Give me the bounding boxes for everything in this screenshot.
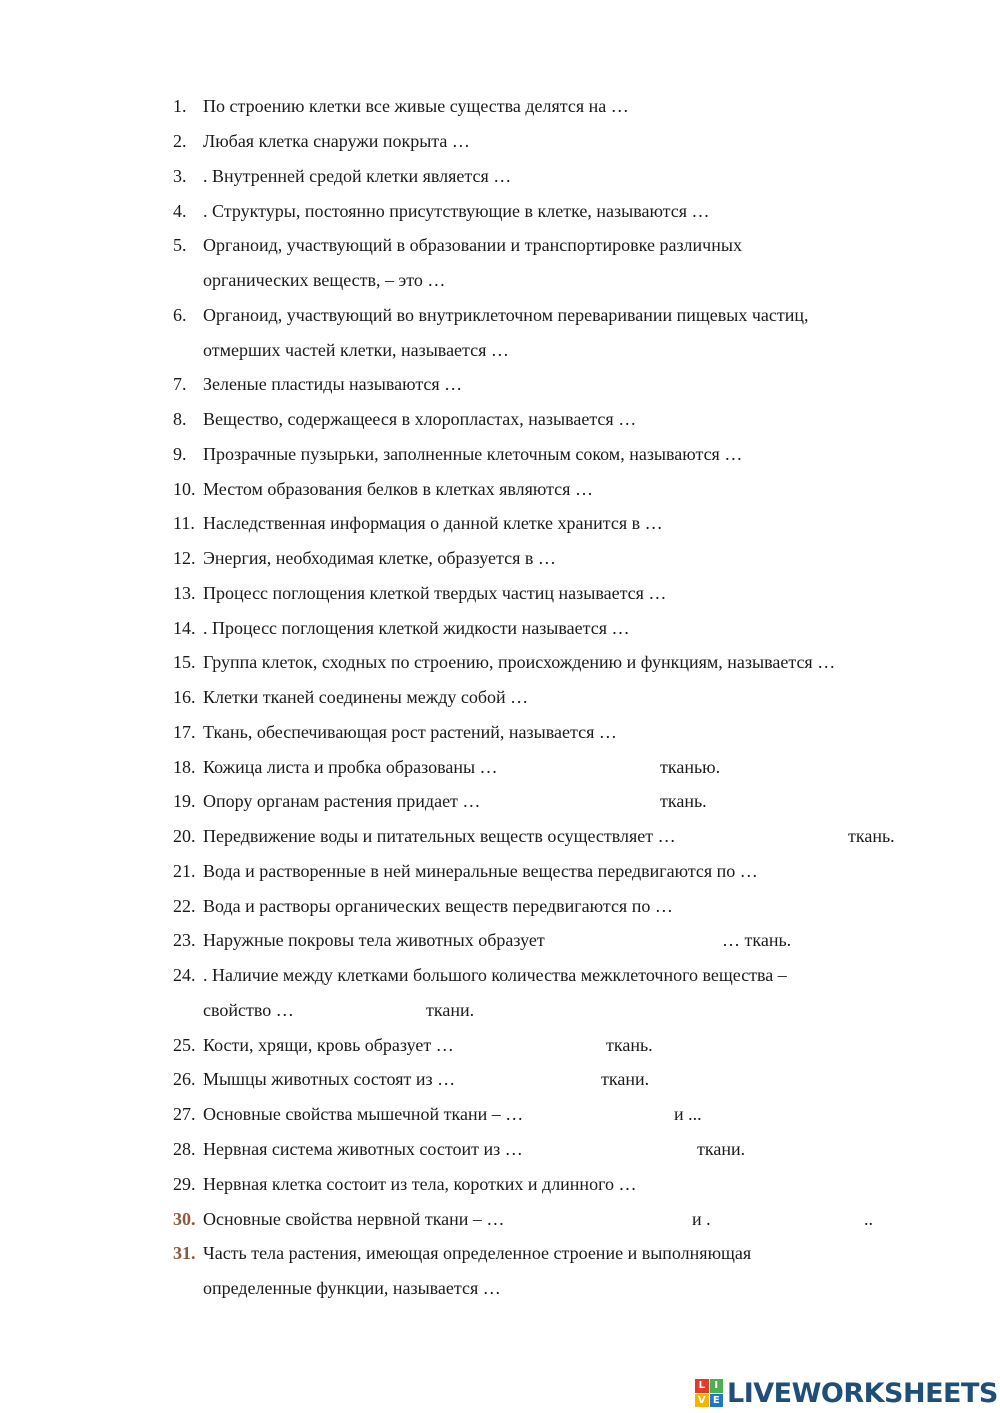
question-text: Наружные покровы тела животных образует [203,930,545,950]
question-text: Нервная система животных состоит из … [203,1139,523,1159]
question-text: Клетки тканей соединены между собой … [203,687,529,707]
question-text: Кожица листа и пробка образованы … [203,757,498,777]
question-number: 9. [173,444,187,464]
question-number: 26. [173,1069,196,1089]
answer-tail: тканью. [660,757,721,777]
answer-tail: ткани. [426,1000,475,1020]
question-text: Передвижение воды и питательных веществ осуществляет … [203,826,676,846]
answer-tail: и . [692,1209,711,1229]
question-number: 19. [173,791,196,811]
question-number: 23. [173,930,196,950]
question-text: Органоид, участвующий в образовании и транспортировке различных [203,235,742,255]
question-number: 21. [173,861,196,881]
question-text: Вещество, содержащееся в хлоропластах, называется … [203,409,637,429]
question-number: 24. [173,965,196,985]
question-number: 17. [173,722,196,742]
question-number: 4. [173,201,187,221]
question-text: . Процесс поглощения клеткой жидкости называется … [203,618,630,638]
question-number: 31. [173,1243,196,1263]
question-text: Прозрачные пузырьки, заполненные клеточным соком, называются … [203,444,743,464]
liveworksheets-logo-icon [695,1379,723,1407]
question-number: 1. [173,96,187,116]
question-text: Вода и растворы органических веществ передвигаются по … [203,896,673,916]
question-number: 16. [173,687,196,707]
question-text: . Наличие между клетками большого количества межклеточного вещества – [203,965,787,985]
question-text: Опору органам растения придает … [203,791,481,811]
question-text: Часть тела растения, имеющая определенное строение и выполняющая [203,1243,752,1263]
answer-tail: ткань. [606,1035,653,1055]
question-text: Органоид, участвующий во внутриклеточном переваривании пищевых частиц, [203,305,809,325]
answer-tail-end: .. [864,1209,873,1229]
logo-mark-letter: V [695,1394,709,1408]
question-text: Вода и растворенные в ней минеральные вещества передвигаются по … [203,861,758,881]
question-number: 14. [173,618,196,638]
liveworksheets-logo [695,1378,998,1408]
question-text: Группа клеток, сходных по строению, происхождению и функциям, называется … [203,652,836,672]
question-text: Нервная клетка состоит из тела, коротких и длинного … [203,1174,637,1194]
logo-mark-letter: L [695,1379,709,1393]
question-number: 2. [173,131,187,151]
question-number: 27. [173,1104,196,1124]
question-number: 8. [173,409,187,429]
logo-mark-letter: E [710,1394,724,1408]
question-text: Наследственная информация о данной клетке хранится в … [203,513,663,533]
question-number: 7. [173,374,187,394]
answer-tail: и ... [674,1104,702,1124]
question-number: 11. [173,513,195,533]
question-number: 28. [173,1139,196,1159]
question-text: . Внутренней средой клетки является … [203,166,512,186]
question-number: 10. [173,479,196,499]
question-number: 3. [173,166,187,186]
question-number: 5. [173,235,187,255]
question-text: Зеленые пластиды называются … [203,374,463,394]
question-text: . Структуры, постоянно присутствующие в клетке, называются … [203,201,710,221]
question-number: 18. [173,757,196,777]
question-text: Кости, хрящи, кровь образует … [203,1035,454,1055]
question-number: 15. [173,652,196,672]
question-text: По строению клетки все живые существа делятся на … [203,96,629,116]
question-text: Любая клетка снаружи покрыта … [203,131,470,151]
logo-text: LIVEWORKSHEETS [727,1377,998,1409]
answer-tail: ткани. [697,1139,746,1159]
question-number: 13. [173,583,196,603]
answer-tail: ткань. [660,791,707,811]
answer-tail: ткани. [601,1069,650,1089]
question-text: Мышцы животных состоят из … [203,1069,456,1089]
question-number: 29. [173,1174,196,1194]
question-text-continued: свойство … [203,1000,294,1020]
answer-tail: ткань. [848,826,895,846]
question-text: Основные свойства нервной ткани – … [203,1209,505,1229]
question-text: Основные свойства мышечной ткани – … [203,1104,524,1124]
question-number: 12. [173,548,196,568]
question-text: Ткань, обеспечивающая рост растений, называется … [203,722,617,742]
question-text: Энергия, необходимая клетке, образуется в … [203,548,556,568]
question-number: 20. [173,826,196,846]
answer-tail: … ткань. [722,930,792,950]
question-number: 30. [173,1209,196,1229]
question-text-continued: органических веществ, – это … [203,270,446,290]
question-number: 22. [173,896,196,916]
question-text: Процесс поглощения клеткой твердых частиц называется … [203,583,667,603]
question-text: Местом образования белков в клетках являются … [203,479,593,499]
logo-mark-letter: I [710,1379,724,1393]
question-text-continued: определенные функции, называется … [203,1278,501,1298]
question-number: 25. [173,1035,196,1055]
question-number: 6. [173,305,187,325]
question-text-continued: отмерших частей клетки, называется … [203,340,509,360]
